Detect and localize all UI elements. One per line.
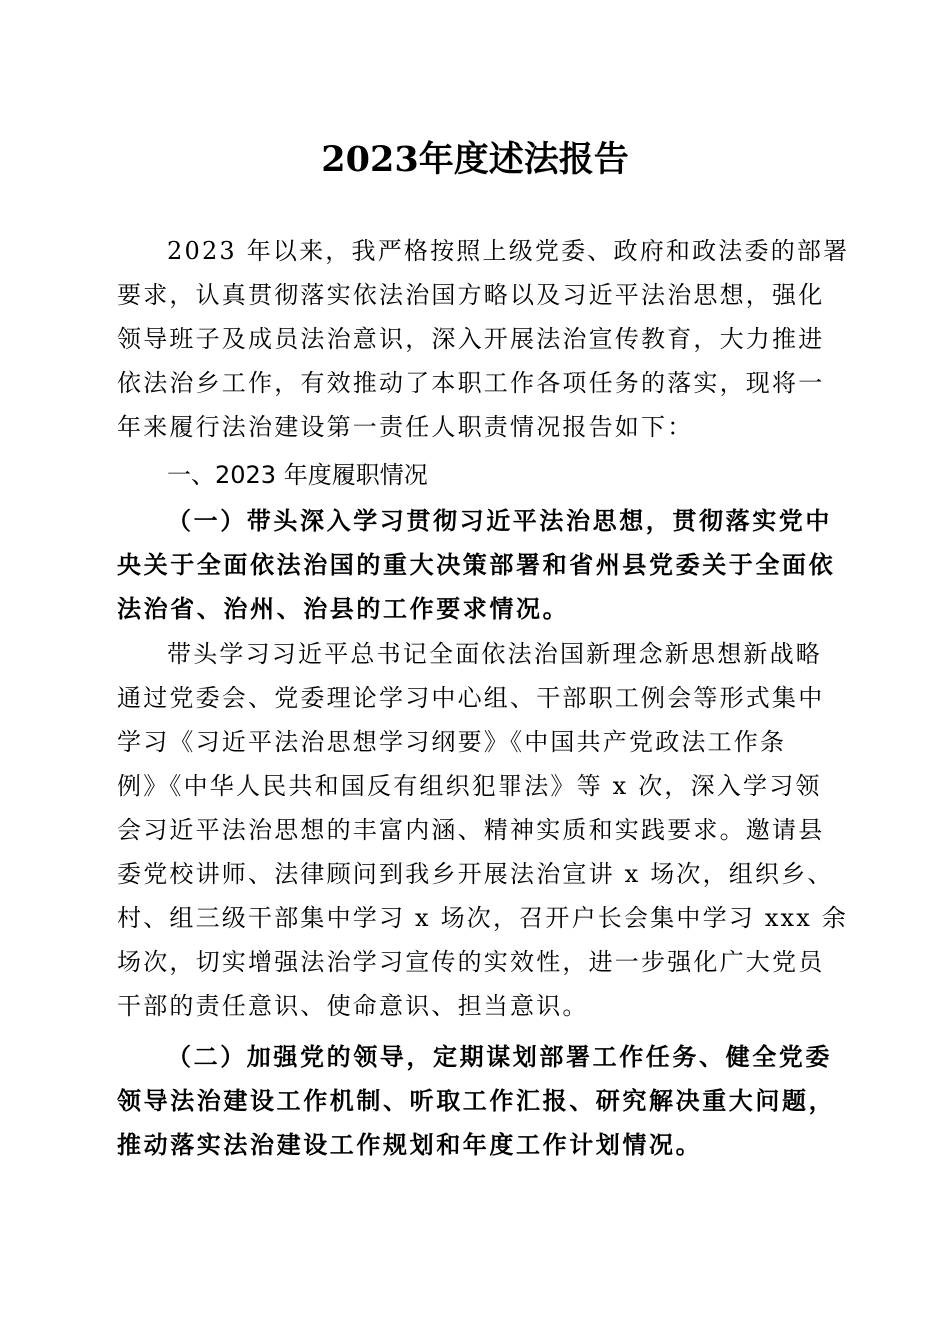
text-line: 干部的责任意识、使命意识、担当意识。 (117, 992, 589, 1020)
text-line: （二）加强党的领导，定期谋划部署工作任务、健全党委 (167, 1043, 832, 1071)
text-line: 2023 年以来，我严格按照上级党委、政府和政法委的部署 (167, 237, 850, 265)
text-line: 会习近平法治思想的丰富内涵、精神实质和实践要求。邀请县 (117, 816, 825, 844)
text-line: 带头学习习近平总书记全面依法治国新理念新思想新战略 (167, 640, 822, 668)
text-line: 法治省、治州、治县的工作要求情况。 (117, 595, 570, 623)
text-line: 年来履行法治建设第一责任人职责情况报告如下： (117, 413, 694, 441)
document-title: 2023年度述法报告 (321, 139, 629, 180)
text-line: 推动落实法治建设工作规划和年度工作计划情况。 (117, 1131, 703, 1159)
body-paragraph (117, 632, 849, 1028)
intro-paragraph (117, 229, 850, 449)
text-line: 委党校讲师、法律顾问到我乡开展法治宣讲 x 场次，组织乡、 (117, 860, 834, 888)
text-line: 例》《中华人民共和国反有组织犯罪法》等 x 次，深入学习领 (117, 772, 822, 800)
text-line: 学习《习近平法治思想学习纲要》《中国共产党政法工作条 (117, 728, 787, 756)
text-line: 通过党委会、党委理论学习中心组、干部职工例会等形式集中 (117, 684, 825, 712)
text-line: 村、组三级干部集中学习 x 场次，召开户长会集中学习 xxx 余 (117, 904, 849, 932)
subsection-heading-1 (117, 499, 836, 631)
text-line: 要求，认真贯彻落实依法治国方略以及习近平法治思想，强化 (117, 281, 825, 309)
text-line: 场次，切实增强法治学习宣传的实效性，进一步强化广大党员 (117, 948, 825, 976)
text-line: （一）带头深入学习贯彻习近平法治思想，贯彻落实党中 (167, 507, 832, 535)
text-line: 依法治乡工作，有效推动了本职工作各项任务的落实，现将一 (117, 369, 825, 397)
text-line: 央关于全面依法治国的重大决策部署和省州县党委关于全面依 (117, 551, 836, 579)
text-line: 领导班子及成员法治意识，深入开展法治宣传教育，大力推进 (117, 325, 825, 353)
section-heading: 一、2023 年度履职情况 (167, 461, 428, 489)
subsection-heading-2 (117, 1035, 836, 1167)
text-line: 领导法治建设工作机制、听取工作汇报、研究解决重大问题， (117, 1087, 836, 1115)
